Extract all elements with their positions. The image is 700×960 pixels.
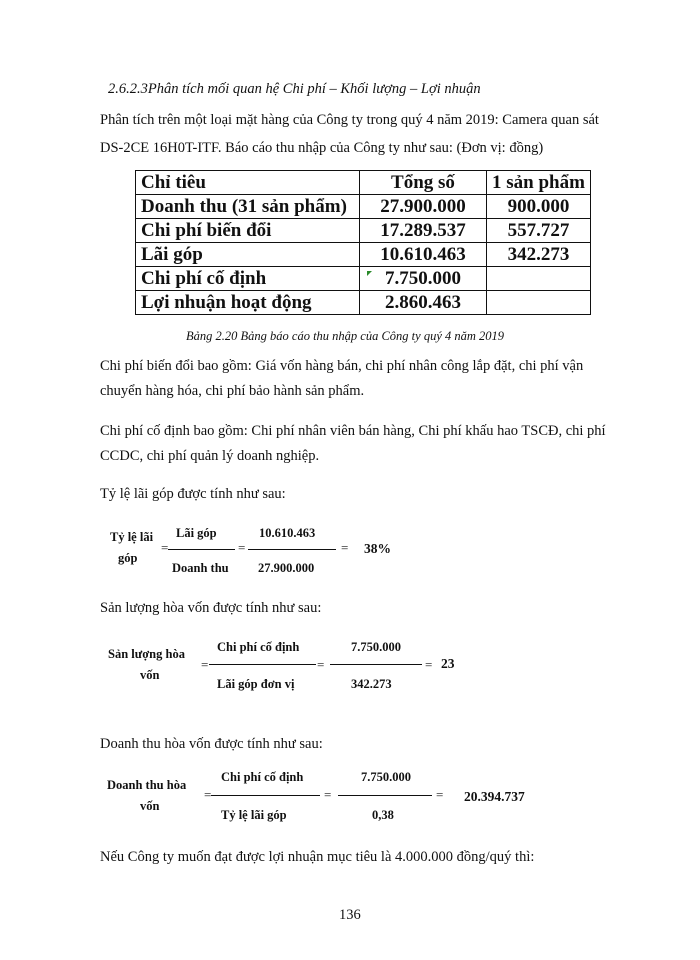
equals-sign: =	[317, 657, 325, 672]
formula-label: góp	[118, 551, 138, 565]
contribution-intro: Tỷ lệ lãi góp được tính như sau:	[100, 486, 286, 502]
value-numerator: 7.750.000	[351, 640, 401, 654]
table-cell: Lãi góp	[136, 243, 360, 267]
breakeven-rev-intro: Doanh thu hòa vốn được tính như sau:	[100, 736, 323, 752]
value-denominator: 342.273	[351, 677, 392, 691]
equals-sign: =	[341, 540, 349, 555]
table-cell: Chi phí cố định	[136, 267, 360, 291]
table-row	[136, 267, 591, 291]
income-statement-table	[135, 170, 591, 315]
equals-sign: =	[204, 787, 212, 802]
table-cell: 557.727	[487, 219, 591, 243]
formula-label: vốn	[140, 668, 160, 682]
table-cell: 17.289.537	[360, 219, 487, 243]
formula-denominator: Tỷ lệ lãi góp	[221, 808, 287, 822]
fraction-bar	[330, 664, 422, 665]
formula-label: vốn	[140, 799, 160, 813]
fixed-cost-line-1: Chi phí cố định bao gồm: Chi phí nhân viên bán hàng, Chi phí khấu hao TSCĐ, chi phí	[100, 423, 606, 439]
table-cell: 27.900.000	[360, 195, 487, 219]
formula-result: 23	[441, 656, 455, 671]
intro-line-2: DS-2CE 16H0T-ITF. Báo cáo thu nhập của Công ty như sau: (Đơn vị: đồng)	[100, 140, 544, 156]
breakeven-qty-intro: Sản lượng hòa vốn được tính như sau:	[100, 600, 322, 616]
equals-sign: =	[436, 787, 444, 802]
table-cell: 2.860.463	[360, 291, 487, 315]
table-cell: Chi phí biến đổi	[136, 219, 360, 243]
table-row	[136, 219, 591, 243]
cell-comment-marker	[367, 271, 372, 276]
formula-denominator: Lãi góp đơn vị	[217, 677, 295, 691]
table-cell: 900.000	[487, 195, 591, 219]
fixed-cost-line-2: CCDC, chi phí quản lý doanh nghiệp.	[100, 448, 320, 464]
equals-sign: =	[425, 657, 433, 672]
header-cell: 1 sản phẩm	[487, 171, 591, 195]
value-denominator: 0,38	[372, 808, 394, 822]
variable-cost-line-1: Chi phí biến đổi bao gồm: Giá vốn hàng bán, chi phí nhân công lắp đặt, chi phí vận	[100, 358, 584, 374]
fraction-bar	[168, 549, 235, 550]
table-header-row	[136, 171, 591, 195]
header-cell: Chỉ tiêu	[136, 171, 360, 195]
fraction-bar	[338, 795, 432, 796]
table-cell: Doanh thu (31 sản phẩm)	[136, 195, 360, 219]
fraction-bar	[248, 549, 336, 550]
formula-result: 20.394.737	[464, 789, 525, 804]
formula-numerator: Chi phí cố định	[221, 770, 304, 784]
table-row	[136, 291, 591, 315]
equals-sign: =	[324, 787, 332, 802]
formula-label: Doanh thu hòa	[107, 778, 187, 792]
table-row	[136, 243, 591, 267]
intro-line-1: Phân tích trên một loại mặt hàng của Công ty trong quý 4 năm 2019: Camera quan sát	[100, 112, 599, 128]
table-cell: Lợi nhuận hoạt động	[136, 291, 360, 315]
equals-sign: =	[238, 540, 246, 555]
value-numerator: 7.750.000	[361, 770, 411, 784]
table-cell	[487, 291, 591, 315]
target-profit-line: Nếu Công ty muốn đạt được lợi nhuận mục tiêu là 4.000.000 đồng/quý thì:	[100, 849, 535, 865]
page-number: 136	[339, 907, 361, 923]
table-cell: 10.610.463	[360, 243, 487, 267]
fraction-bar	[211, 795, 320, 796]
formula-numerator: Lãi góp	[176, 526, 217, 540]
equals-sign: =	[201, 657, 209, 672]
value-numerator: 10.610.463	[259, 526, 316, 540]
section-heading: 2.6.2.3Phân tích mối quan hệ Chi phí – Khối lượng – Lợi nhuận	[108, 81, 481, 97]
value-denominator: 27.900.000	[258, 561, 315, 575]
formula-label: Tỷ lệ lãi	[110, 530, 154, 544]
formula-label: Sản lượng hòa	[108, 647, 185, 661]
table-cell	[487, 267, 591, 291]
formula-result: 38%	[364, 541, 391, 556]
variable-cost-line-2: chuyển hàng hóa, chi phí bảo hành sản phẩm.	[100, 383, 365, 399]
table-cell: 342.273	[487, 243, 591, 267]
fraction-bar	[209, 664, 316, 665]
header-cell: Tổng số	[360, 171, 487, 195]
equals-sign: =	[161, 540, 169, 555]
formula-numerator: Chi phí cố định	[217, 640, 300, 654]
formula-denominator: Doanh thu	[172, 561, 229, 575]
table-row	[136, 195, 591, 219]
table-caption: Bảng 2.20 Bảng báo cáo thu nhập của Công ty quý 4 năm 2019	[186, 329, 505, 343]
table-cell: 7.750.000	[360, 267, 487, 291]
